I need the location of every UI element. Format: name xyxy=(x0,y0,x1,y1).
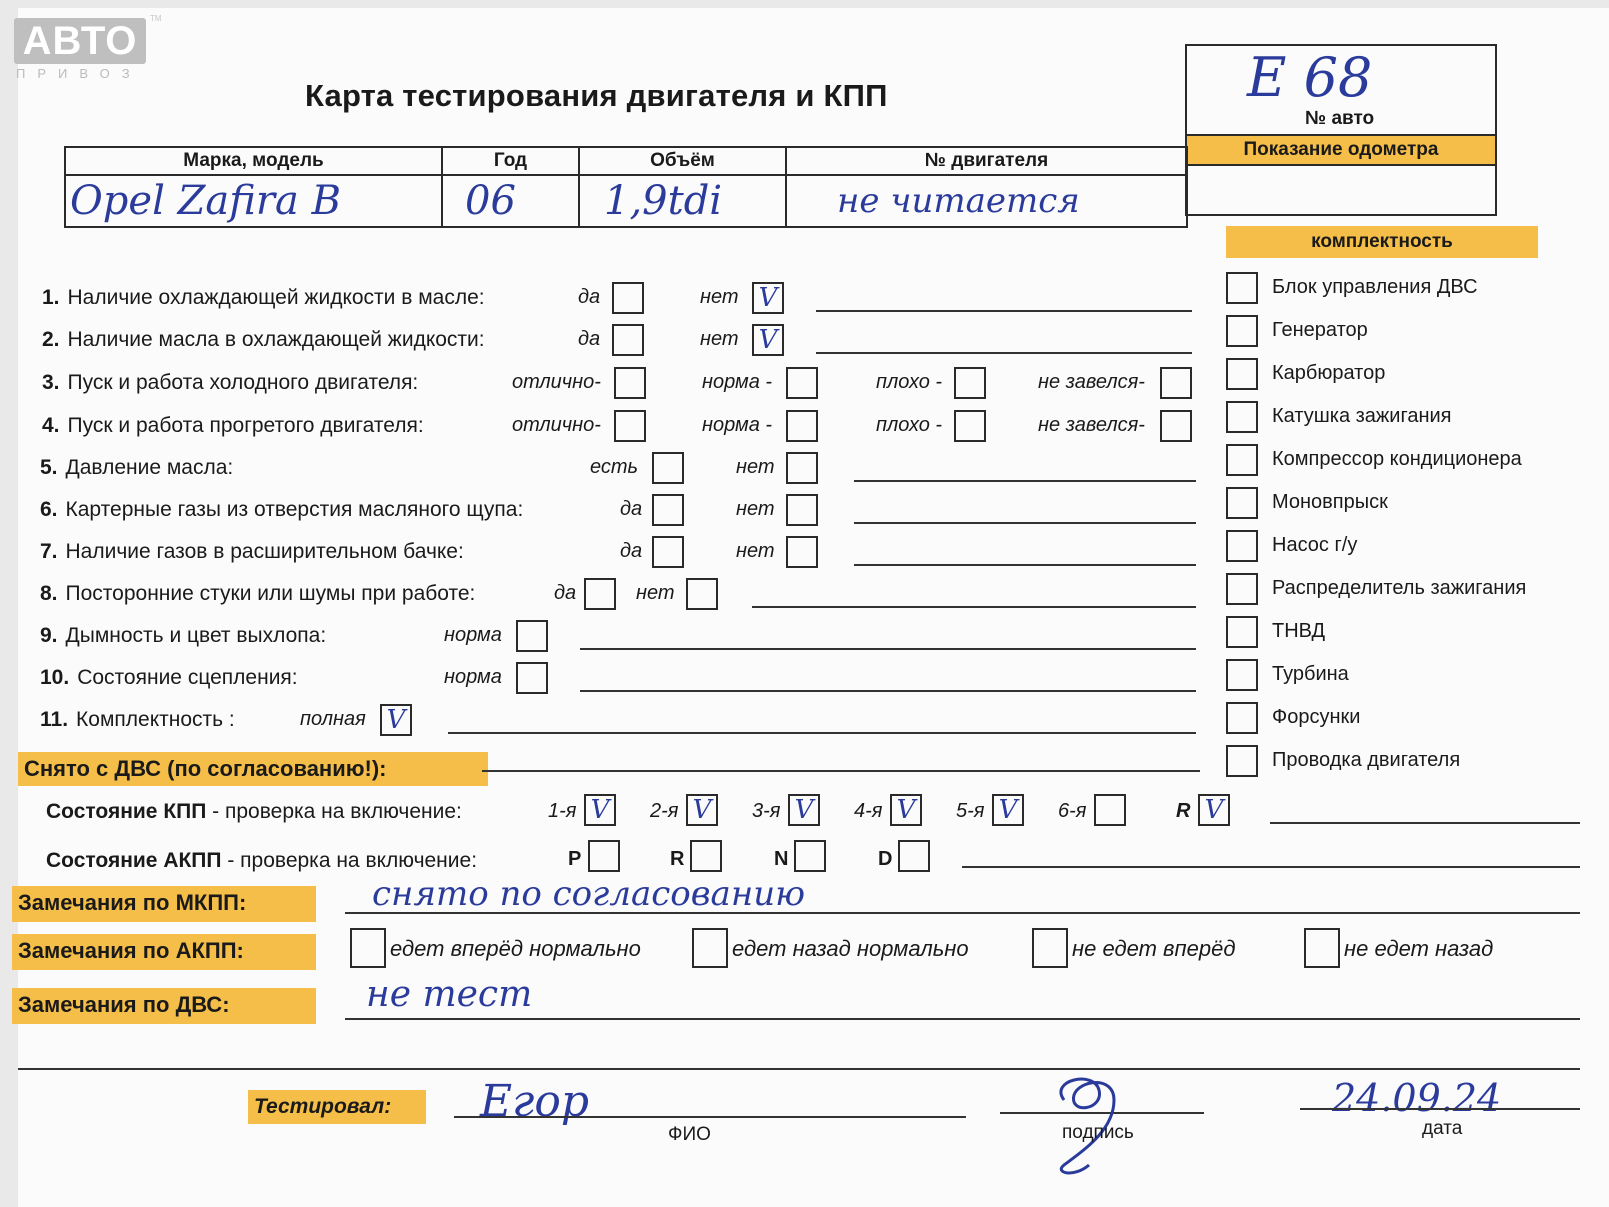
odometer-label: Показание одометра xyxy=(1187,134,1495,166)
option-checkbox[interactable] xyxy=(786,536,818,568)
check-number: 5. xyxy=(40,456,58,479)
kit-item-label: Блок управления ДВС xyxy=(1272,276,1478,298)
date-line[interactable] xyxy=(1300,1108,1580,1110)
akpp-label xyxy=(46,849,477,873)
akpp-gear-label: N xyxy=(774,848,789,870)
kpp-gear-checkbox-mark: V xyxy=(896,795,916,825)
kit-checkbox[interactable] xyxy=(1226,616,1258,648)
akpp-remark-checkbox[interactable] xyxy=(692,928,728,968)
header-col-volume: Объём xyxy=(579,147,786,175)
kit-item-label: Форсунки xyxy=(1272,706,1361,728)
check-text: Посторонние стуки или шумы при работе: xyxy=(65,582,476,605)
kpp-gear-label: 1-я xyxy=(548,800,577,822)
check-number: 7. xyxy=(40,540,58,563)
option-checkbox[interactable] xyxy=(614,367,646,399)
kpp-gear-checkbox[interactable] xyxy=(890,794,922,826)
kit-checkbox[interactable] xyxy=(1226,315,1258,347)
kpp-gear-checkbox-mark: V xyxy=(590,795,610,825)
mkpp-remarks-line[interactable] xyxy=(345,912,1580,914)
akpp-remark-label: едет вперёд нормально xyxy=(390,936,641,961)
page-title: Карта тестирования двигателя и КПП xyxy=(305,78,888,113)
option-label: нет xyxy=(736,456,775,478)
check-number: 1. xyxy=(42,286,60,309)
akpp-line[interactable] xyxy=(962,866,1580,868)
option-label: плохо - xyxy=(876,414,943,436)
kit-title: комплектность xyxy=(1226,226,1538,258)
kit-item-label: Катушка зажигания xyxy=(1272,405,1452,427)
akpp-remark-checkbox[interactable] xyxy=(1032,928,1068,968)
option-label: нет xyxy=(700,286,739,308)
removed-from-engine-line[interactable] xyxy=(482,770,1200,772)
akpp-remark-checkbox[interactable] xyxy=(350,928,386,968)
option-checkbox[interactable] xyxy=(1160,367,1192,399)
check-label xyxy=(40,456,233,480)
akpp-remark-checkbox[interactable] xyxy=(1304,928,1340,968)
kpp-label-rest: - проверка на включение: xyxy=(206,800,462,823)
kit-checkbox[interactable] xyxy=(1226,487,1258,519)
check-text: Пуск и работа прогретого двигателя: xyxy=(67,414,424,437)
kpp-gear-label: R xyxy=(1176,800,1191,822)
kit-item-label: Распределитель зажигания xyxy=(1272,577,1527,599)
check-label xyxy=(42,328,485,352)
option-label: да xyxy=(620,540,643,562)
check-number: 10. xyxy=(40,666,70,689)
kpp-gear-label: 4-я xyxy=(854,800,883,822)
check-number: 3. xyxy=(42,371,60,394)
kpp-gear-label: 6-я xyxy=(1058,800,1087,822)
akpp-remark-label: едет назад нормально xyxy=(732,936,969,961)
option-checkbox[interactable] xyxy=(786,367,818,399)
option-checkbox[interactable] xyxy=(652,452,684,484)
option-checkbox[interactable] xyxy=(954,367,986,399)
akpp-gear-checkbox[interactable] xyxy=(588,840,620,872)
option-label: отлично- xyxy=(512,371,601,393)
signature-caption: подпись xyxy=(1062,1122,1134,1143)
option-checkbox[interactable] xyxy=(786,410,818,442)
option-label: не завелся- xyxy=(1038,371,1145,393)
option-label: отлично- xyxy=(512,414,601,436)
tester-name-value[interactable]: Егор xyxy=(480,1076,590,1127)
date-value[interactable]: 24.09.24 xyxy=(1332,1076,1502,1120)
model-value: Opel Zafira B xyxy=(70,178,341,224)
check-label xyxy=(40,624,326,648)
option-label: норма - xyxy=(702,371,773,393)
check-note-line[interactable] xyxy=(854,480,1196,482)
option-label: норма xyxy=(444,666,502,688)
option-label: да xyxy=(554,582,577,604)
kit-item-label: Карбюратор xyxy=(1272,362,1386,384)
option-label: есть xyxy=(590,456,639,478)
dvs-remarks-line-2[interactable] xyxy=(18,1068,1580,1070)
akpp-gear-checkbox[interactable] xyxy=(794,840,826,872)
option-checkbox[interactable] xyxy=(584,578,616,610)
option-checkbox[interactable] xyxy=(752,282,784,314)
kit-item-label: Насос г/у xyxy=(1272,534,1358,556)
check-text: Состояние сцепления: xyxy=(77,666,298,689)
akpp-gear-checkbox[interactable] xyxy=(690,840,722,872)
akpp-gear-checkbox[interactable] xyxy=(898,840,930,872)
check-label xyxy=(40,540,464,564)
kpp-gear-checkbox-mark: V xyxy=(998,795,1018,825)
check-text: Наличие газов в расширительном бачке: xyxy=(65,540,464,563)
option-label: норма xyxy=(444,624,502,646)
check-number: 2. xyxy=(42,328,60,351)
check-label xyxy=(42,371,418,395)
check-note-line[interactable] xyxy=(752,606,1196,608)
mkpp-remarks-label: Замечания по МКПП: xyxy=(12,886,316,922)
header-col-engine-number: № двигателя xyxy=(786,147,1187,175)
kit-item-label: Турбина xyxy=(1272,663,1349,685)
option-checkbox[interactable] xyxy=(686,578,718,610)
kit-item-label: ТНВД xyxy=(1272,620,1326,642)
option-checkbox[interactable] xyxy=(1160,410,1192,442)
kit-checkbox[interactable] xyxy=(1226,659,1258,691)
check-text: Картерные газы из отверстия масляного щупа: xyxy=(65,498,524,521)
kpp-gear-label: 3-я xyxy=(752,800,781,822)
check-note-line[interactable] xyxy=(816,310,1192,312)
check-label xyxy=(42,414,424,438)
kit-item-label: Проводка двигателя xyxy=(1272,749,1461,771)
check-note-line[interactable] xyxy=(580,690,1196,692)
auto-number-label: № авто xyxy=(1305,108,1375,129)
option-label: да xyxy=(578,286,601,308)
option-label: нет xyxy=(700,328,739,350)
option-label: да xyxy=(620,498,643,520)
option-checkbox[interactable] xyxy=(612,282,644,314)
dvs-remarks-value[interactable]: не тест xyxy=(366,974,533,1015)
akpp-gear-label: D xyxy=(878,848,893,870)
tester-name-line[interactable] xyxy=(454,1116,966,1118)
akpp-gear-label: P xyxy=(568,848,582,870)
check-text: Пуск и работа холодного двигателя: xyxy=(67,371,419,394)
dvs-remarks-line[interactable] xyxy=(345,1018,1580,1020)
option-checkbox-mark: V xyxy=(758,283,778,313)
engine-number-value: не читается xyxy=(837,181,1080,221)
kpp-gear-checkbox[interactable] xyxy=(992,794,1024,826)
check-label xyxy=(40,582,475,606)
check-label xyxy=(40,498,523,522)
akpp-gear-label: R xyxy=(670,848,685,870)
kpp-gear-checkbox-mark: V xyxy=(794,795,814,825)
option-label: полная xyxy=(300,708,366,730)
kpp-gear-checkbox[interactable] xyxy=(788,794,820,826)
check-note-line[interactable] xyxy=(448,732,1196,734)
kpp-gear-checkbox[interactable] xyxy=(584,794,616,826)
option-checkbox[interactable] xyxy=(614,410,646,442)
option-checkbox-mark: V xyxy=(386,705,406,735)
kit-checkbox[interactable] xyxy=(1226,573,1258,605)
kit-item-label: Моновпрыск xyxy=(1272,491,1388,513)
check-note-line[interactable] xyxy=(580,648,1196,650)
option-checkbox[interactable] xyxy=(752,324,784,356)
akpp-remarks-label: Замечания по АКПП: xyxy=(12,934,316,970)
kpp-label xyxy=(46,800,462,824)
option-checkbox[interactable] xyxy=(380,704,412,736)
akpp-remark-label: не едет назад xyxy=(1344,936,1494,961)
check-number: 9. xyxy=(40,624,58,647)
akpp-label-bold: Состояние АКПП xyxy=(46,849,222,872)
vehicle-header-table xyxy=(64,146,1188,228)
kpp-line[interactable] xyxy=(1270,822,1580,824)
watermark-logo: АВТО xyxy=(14,18,146,64)
kit-item-label: Компрессор кондиционера xyxy=(1272,448,1522,470)
check-number: 4. xyxy=(42,414,60,437)
kit-checkbox[interactable] xyxy=(1226,702,1258,734)
dvs-remarks-label: Замечания по ДВС: xyxy=(12,988,316,1024)
volume-value: 1,9tdi xyxy=(604,178,723,224)
removed-from-engine-label: Снято с ДВС (по согласованию!): xyxy=(18,752,488,786)
option-checkbox[interactable] xyxy=(786,452,818,484)
check-text: Наличие охлаждающей жидкости в масле: xyxy=(67,286,485,309)
mkpp-remarks-value[interactable]: снято по согласованию xyxy=(372,874,806,914)
check-label xyxy=(42,286,485,310)
check-note-line[interactable] xyxy=(854,522,1196,524)
akpp-remark-label: не едет вперёд xyxy=(1072,936,1236,961)
option-label: да xyxy=(578,328,601,350)
auto-number-box xyxy=(1185,44,1497,216)
option-checkbox[interactable] xyxy=(652,494,684,526)
option-checkbox[interactable] xyxy=(786,494,818,526)
option-label: нет xyxy=(736,498,775,520)
option-label: не завелся- xyxy=(1038,414,1145,436)
tester-name-caption: ФИО xyxy=(668,1124,711,1145)
watermark-subtitle: ПРИВОЗ xyxy=(16,66,142,81)
check-text: Давление масла: xyxy=(65,456,234,479)
volume-field[interactable] xyxy=(579,175,786,227)
kit-checkbox[interactable] xyxy=(1226,444,1258,476)
kit-checkbox[interactable] xyxy=(1226,745,1258,777)
auto-number-value: E 68 xyxy=(1247,46,1373,109)
kpp-gear-checkbox[interactable] xyxy=(1198,794,1230,826)
check-note-line[interactable] xyxy=(816,352,1192,354)
kit-checkbox[interactable] xyxy=(1226,401,1258,433)
option-label: плохо - xyxy=(876,371,943,393)
header-col-year: Год xyxy=(442,147,579,175)
kpp-gear-checkbox[interactable] xyxy=(686,794,718,826)
check-number: 11. xyxy=(40,708,69,731)
option-checkbox[interactable] xyxy=(516,662,548,694)
kpp-gear-checkbox[interactable] xyxy=(1094,794,1126,826)
option-checkbox[interactable] xyxy=(652,536,684,568)
tested-by-label: Тестировал: xyxy=(248,1090,426,1124)
kpp-label-bold: Состояние КПП xyxy=(46,800,207,823)
check-label xyxy=(40,666,298,690)
kpp-gear-label: 5-я xyxy=(956,800,985,822)
check-label xyxy=(40,708,235,732)
date-caption: дата xyxy=(1422,1118,1463,1139)
year-field[interactable] xyxy=(442,175,579,227)
check-text: Дымность и цвет выхлопа: xyxy=(65,624,327,647)
engine-number-field[interactable] xyxy=(786,175,1187,227)
option-checkbox[interactable] xyxy=(612,324,644,356)
check-note-line[interactable] xyxy=(854,564,1196,566)
check-number: 8. xyxy=(40,582,58,605)
option-label: норма - xyxy=(702,414,773,436)
header-col-model: Марка, модель xyxy=(65,147,442,175)
watermark-tm: TM xyxy=(150,14,162,23)
check-text: Наличие масла в охлаждающей жидкости: xyxy=(67,328,485,351)
check-text: Комплектность : xyxy=(76,708,235,731)
option-label: нет xyxy=(736,540,775,562)
year-value: 06 xyxy=(465,178,516,224)
model-field[interactable] xyxy=(65,175,442,227)
kpp-gear-checkbox-mark: V xyxy=(692,795,712,825)
kit-checkbox[interactable] xyxy=(1226,272,1258,304)
check-number: 6. xyxy=(40,498,58,521)
akpp-label-rest: - проверка на включение: xyxy=(221,849,478,872)
kit-item-label: Генератор xyxy=(1272,319,1368,341)
kit-checkbox[interactable] xyxy=(1226,530,1258,562)
option-label: нет xyxy=(636,582,675,604)
option-checkbox[interactable] xyxy=(954,410,986,442)
kpp-gear-checkbox-mark: V xyxy=(1204,795,1224,825)
option-checkbox-mark: V xyxy=(758,325,778,355)
option-checkbox[interactable] xyxy=(516,620,548,652)
kit-checkbox[interactable] xyxy=(1226,358,1258,390)
kpp-gear-label: 2-я xyxy=(650,800,679,822)
